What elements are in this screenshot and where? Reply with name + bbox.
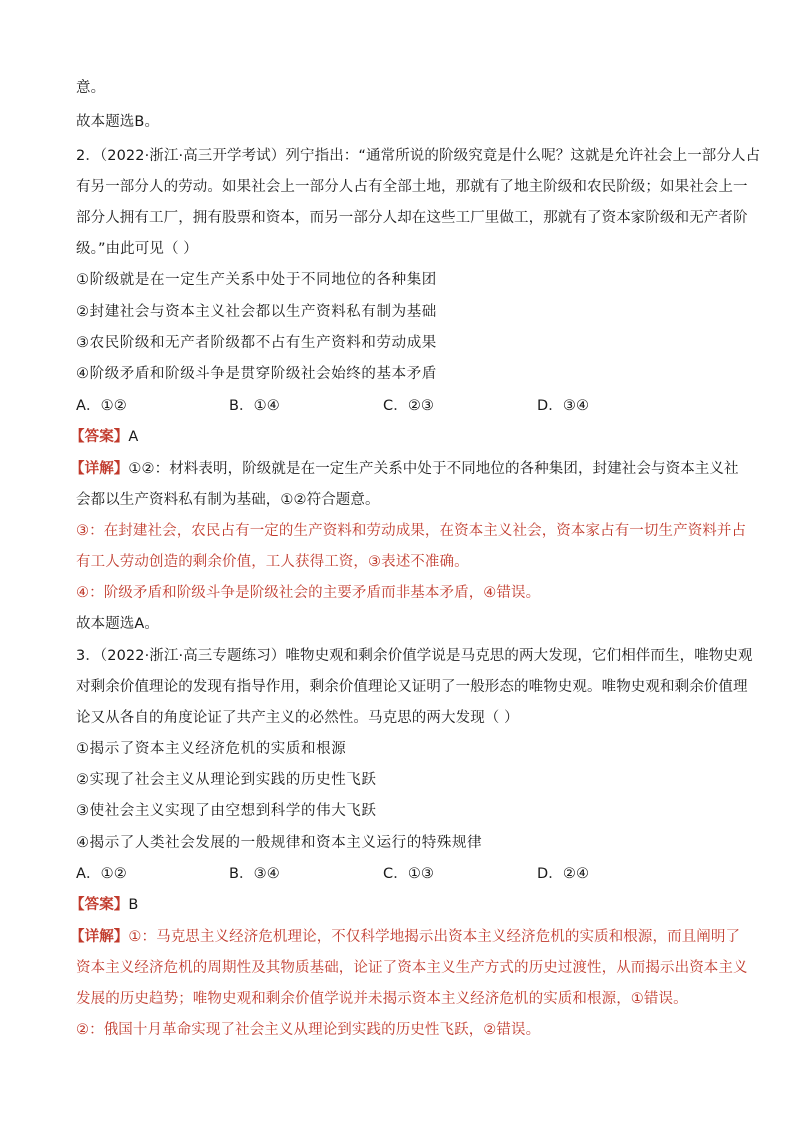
q2-stem-line-4: 级。”由此可见（ ）	[76, 241, 198, 257]
q2-detail-tag: 【详解】	[70, 461, 129, 477]
q2-conclusion: 故本题选A。	[76, 616, 160, 632]
q3-answer-tag: 【答案】	[70, 897, 129, 913]
q2-option-d[interactable]: D．③④	[537, 398, 590, 414]
q2-statement-2: ②封建社会与资本主义社会都以生产资料私有制为基础	[76, 304, 437, 320]
q3-answer	[70, 895, 720, 915]
q2-statement-3: ③农民阶级和无产者阶级都不占有生产资料和劳动成果	[76, 335, 437, 351]
q3-stem-line-2: 对剩余价值理论的发现有指导作用，剩余价值理论又证明了一般形态的唯物史观。唯物史观和剩余价值理	[76, 679, 748, 695]
q3-detail-line-3: 发展的历史趋势；唯物史观和剩余价值学说并未揭示资本主义经济危机的实质和根源，①错误。	[76, 991, 688, 1007]
q3-detail-line-2: 资本主义经济危机的周期性及其物质基础，论证了资本主义生产方式的历史过渡性，从而揭示出资本主义	[76, 960, 748, 976]
q3-detail-text-1: ①：马克思主义经济危机理论，不仅科学地揭示出资本主义经济危机的实质和根源，而且阐明了	[128, 929, 741, 945]
q2-answer	[70, 427, 720, 447]
q2-detail-line-3: ③：在封建社会，农民占有一定的生产资料和劳动成果，在资本主义社会，资本家占有一切生产资料并占	[76, 523, 747, 539]
prev-conclusion: 故本题选B。	[76, 114, 160, 130]
q3-detail-line-4: ②：俄国十月革命实现了社会主义从理论到实践的历史性飞跃，②错误。	[76, 1022, 541, 1038]
q3-option-c[interactable]: C．①③	[383, 866, 435, 882]
q2-detail-text-1: ①②：材料表明，阶级就是在一定生产关系中处于不同地位的各种集团，封建社会与资本主义社	[128, 461, 739, 477]
q2-stem-line-3: 部分人拥有工厂，拥有股票和资本，而另一部分人却在这些工厂里做工，那就有了资本家阶级和无产者阶	[76, 210, 748, 226]
q3-stem-line-1: 3．（2022·浙江·高三专题练习）唯物史观和剩余价值学说是马克思的两大发现，它们相伴而生，唯物史观	[76, 648, 753, 664]
q3-answer-value: B	[128, 897, 139, 913]
q3-statement-3: ③使社会主义实现了由空想到科学的伟大飞跃	[76, 803, 377, 819]
q3-option-d[interactable]: D．②④	[537, 866, 590, 882]
q2-statement-4: ④阶级矛盾和阶级斗争是贯穿阶级社会始终的基本矛盾	[76, 366, 437, 382]
q3-option-b[interactable]: B．③④	[229, 866, 280, 882]
q3-statement-4: ④揭示了人类社会发展的一般规律和资本主义运行的特殊规律	[76, 835, 483, 851]
q2-statement-1: ①阶级就是在一定生产关系中处于不同地位的各种集团	[76, 272, 437, 288]
q2-answer-tag: 【答案】	[70, 429, 129, 445]
q2-option-a[interactable]: A．①②	[76, 398, 127, 414]
q2-stem-line-2: 有另一部分人的劳动。如果社会上一部分人占有全部土地，那就有了地主阶级和农民阶级；如果社会上一	[76, 179, 748, 195]
q2-detail-line-5: ④：阶级矛盾和阶级斗争是阶级社会的主要矛盾而非基本矛盾，④错误。	[76, 585, 541, 601]
prev-detail-end: 意。	[76, 80, 106, 96]
q2-detail-line-4: 有工人劳动创造的剩余价值，工人获得工资，③表述不准确。	[76, 554, 469, 570]
q3-option-a[interactable]: A．①②	[76, 866, 127, 882]
q3-detail-line-1	[70, 927, 741, 947]
q3-statement-1: ①揭示了资本主义经济危机的实质和根源	[76, 741, 347, 757]
q2-detail-line-2: 会都以生产资料私有制为基础，①②符合题意。	[76, 492, 380, 508]
q2-answer-value: A	[128, 429, 139, 445]
q2-option-c[interactable]: C．②③	[383, 398, 435, 414]
q2-detail-line-1	[70, 459, 739, 479]
q2-option-b[interactable]: B．①④	[229, 398, 280, 414]
q3-stem-line-3: 论又从各自的角度论证了共产主义的必然性。马克思的两大发现（ ）	[76, 710, 519, 726]
q3-detail-tag: 【详解】	[70, 929, 129, 945]
q3-statement-2: ②实现了社会主义从理论到实践的历史性飞跃	[76, 772, 377, 788]
q2-stem-line-1: 2．（2022·浙江·高三开学考试）列宁指出：“通常所说的阶级究竟是什么呢？这就是允许社会上一部分人占	[76, 148, 761, 164]
